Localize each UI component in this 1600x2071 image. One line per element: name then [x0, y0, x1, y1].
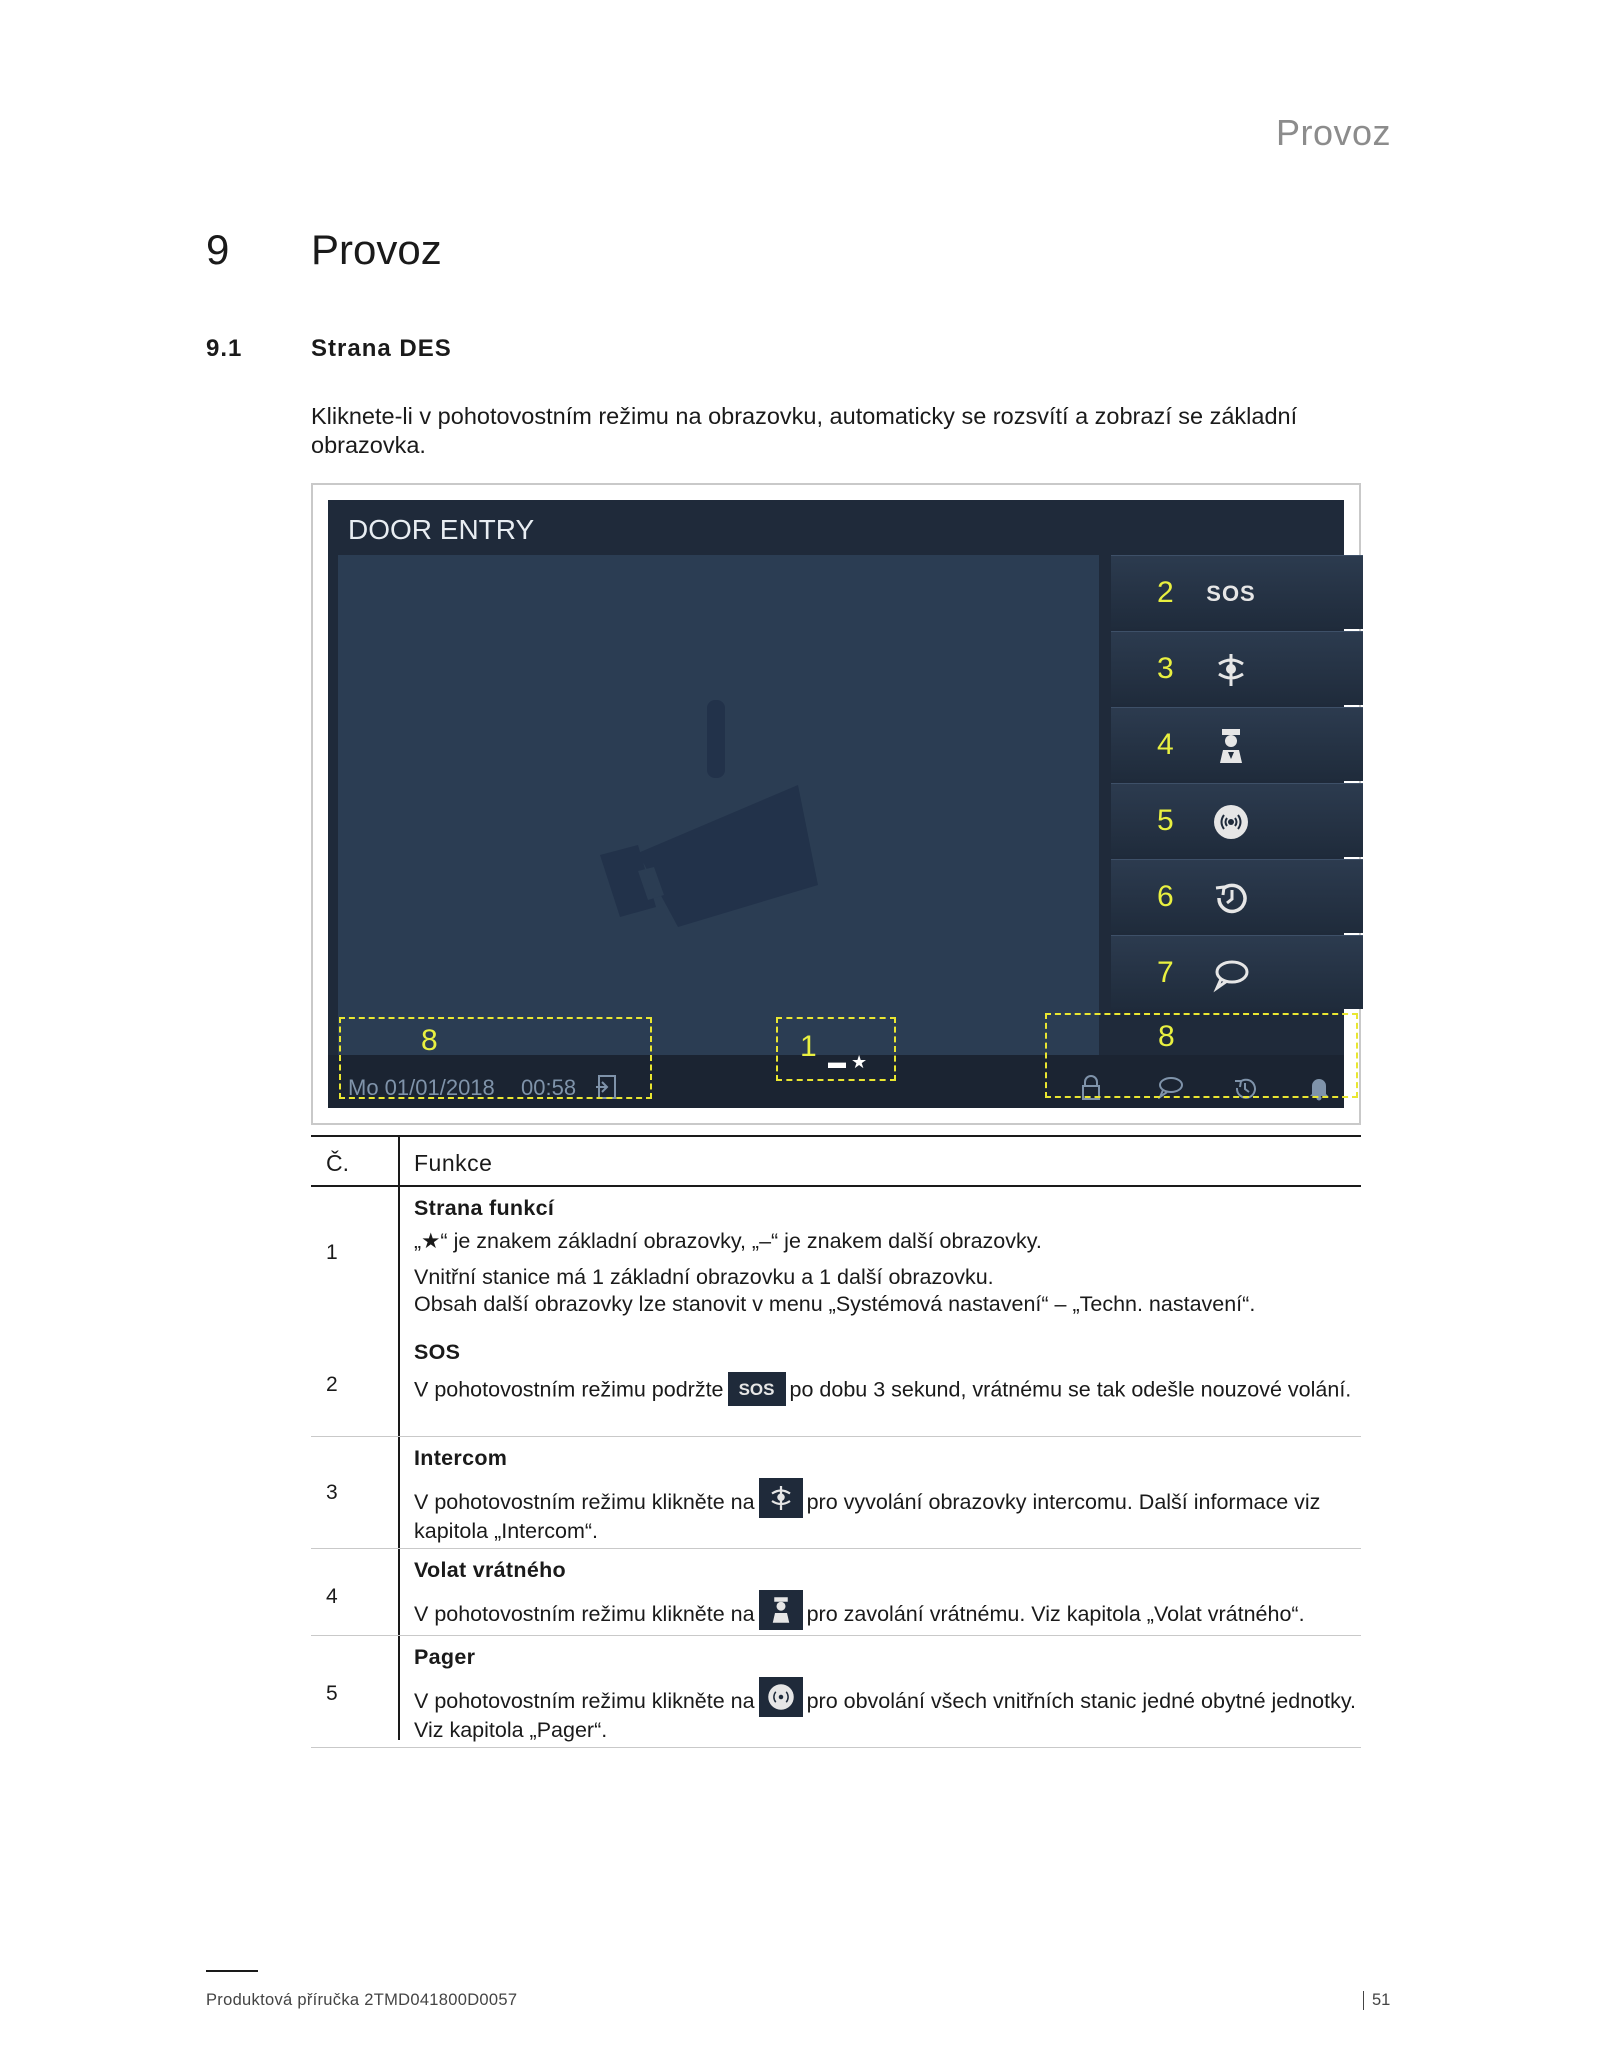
row-title: Volat vrátného: [414, 1558, 566, 1582]
row-text: pro obvolání všech vnitřních stanic jedné obytné jednotky. Viz kapitola „Pager“.: [414, 1689, 1356, 1742]
pager-button[interactable]: [1111, 783, 1363, 857]
pager-icon: [759, 1677, 803, 1717]
row-title: Strana funkcí: [414, 1196, 555, 1220]
row-text: V pohotovostním režimu klikněte na: [414, 1490, 755, 1514]
porter-button[interactable]: [1111, 707, 1363, 781]
camera-icon: [338, 555, 1099, 1055]
des-screen: [328, 500, 1344, 1108]
video-area[interactable]: [338, 555, 1099, 1055]
header-function: Funkce: [414, 1150, 493, 1176]
table-header: [311, 1135, 1361, 1187]
side-number: 5: [1157, 803, 1174, 837]
sos-icon: SOS: [1206, 581, 1256, 606]
side-number: 7: [1157, 955, 1174, 989]
table-row: [311, 1636, 1361, 1748]
chapter-title: Provoz: [311, 226, 442, 273]
sos-icon: SOS: [728, 1372, 786, 1406]
section-title: Strana DES: [311, 335, 452, 362]
row-text: Obsah další obrazovky lze stanovit v menu „Systémová nastavení“ – „Techn. nastavení“.: [414, 1292, 1256, 1316]
intercom-icon: [1211, 650, 1251, 690]
history-icon: [1211, 878, 1251, 918]
row-text: V pohotovostním režimu klikněte na: [414, 1602, 755, 1626]
side-menu: [1111, 555, 1363, 1011]
date-display: Mo 01/01/2018: [348, 1075, 495, 1100]
row-text: Vnitřní stanice má 1 základní obrazovku a 1 další obrazovku.: [414, 1265, 994, 1289]
row-title: Pager: [414, 1645, 476, 1669]
table-row: [311, 1187, 1361, 1337]
pager-icon: [1211, 802, 1251, 842]
row-number: 3: [326, 1481, 338, 1504]
porter-icon: [759, 1590, 803, 1630]
row-number: 4: [326, 1585, 338, 1608]
chapter-number: 9: [206, 226, 230, 273]
footer-rule: [206, 1970, 258, 1972]
row-text: V pohotovostním režimu klikněte na: [414, 1689, 755, 1713]
row-text: V pohotovostním režimu podržte: [414, 1377, 724, 1402]
porter-icon: [1211, 726, 1251, 766]
intercom-icon: [759, 1478, 803, 1518]
row-text: pro vyvolání obrazovky intercomu. Další informace viz kapitola „Intercom“.: [414, 1490, 1321, 1543]
table-row: [311, 1437, 1361, 1549]
row-number: 1: [326, 1241, 338, 1264]
annotation-label: 8: [421, 1024, 438, 1057]
screenshot-frame: [311, 483, 1361, 1125]
function-table: [311, 1135, 1361, 1748]
header-no: Č.: [326, 1150, 349, 1176]
history-button[interactable]: [1111, 859, 1363, 933]
side-number: 6: [1157, 879, 1174, 913]
table-row: [311, 1549, 1361, 1636]
page-number: 51: [1363, 1991, 1390, 2010]
page-indicator[interactable]: ▬ ★: [828, 1052, 868, 1072]
section-number: 9.1: [206, 335, 243, 362]
time-display: 00:58: [521, 1075, 577, 1100]
row-title: Intercom: [414, 1446, 508, 1470]
message-icon: [1211, 954, 1251, 994]
annotation-box-right: [1045, 1013, 1358, 1098]
message-button[interactable]: [1111, 935, 1363, 1009]
row-number: 2: [326, 1373, 338, 1396]
row-text: „★“ je znakem základní obrazovky, „–“ je znakem další obrazovky.: [414, 1229, 1042, 1253]
intro-paragraph: Kliknete-li v pohotovostním režimu na obrazovku, automaticky se rozsvítí a zobrazí se základní obrazovka.: [311, 403, 1298, 458]
row-title: SOS: [414, 1340, 461, 1364]
annotation-label: 8: [1158, 1020, 1175, 1053]
side-number: 4: [1157, 727, 1174, 761]
table-row: [311, 1337, 1361, 1437]
row-number: 5: [326, 1682, 338, 1705]
sos-button[interactable]: [1111, 555, 1363, 629]
row-text: pro zavolání vrátnému. Viz kapitola „Volat vrátného“.: [806, 1602, 1305, 1626]
annotation-box-left: [339, 1017, 652, 1099]
footer-title: Produktová příručka 2TMD041800D0057: [206, 1991, 518, 2009]
screen-title: DOOR ENTRY: [348, 514, 535, 545]
annotation-label: 1: [800, 1030, 817, 1063]
row-text: po dobu 3 sekund, vrátnému se tak odešle nouzové volání.: [789, 1377, 1352, 1402]
intercom-button[interactable]: [1111, 631, 1363, 705]
side-number: 2: [1157, 575, 1174, 609]
side-number: 3: [1157, 651, 1174, 685]
running-header: Provoz: [1275, 112, 1391, 153]
